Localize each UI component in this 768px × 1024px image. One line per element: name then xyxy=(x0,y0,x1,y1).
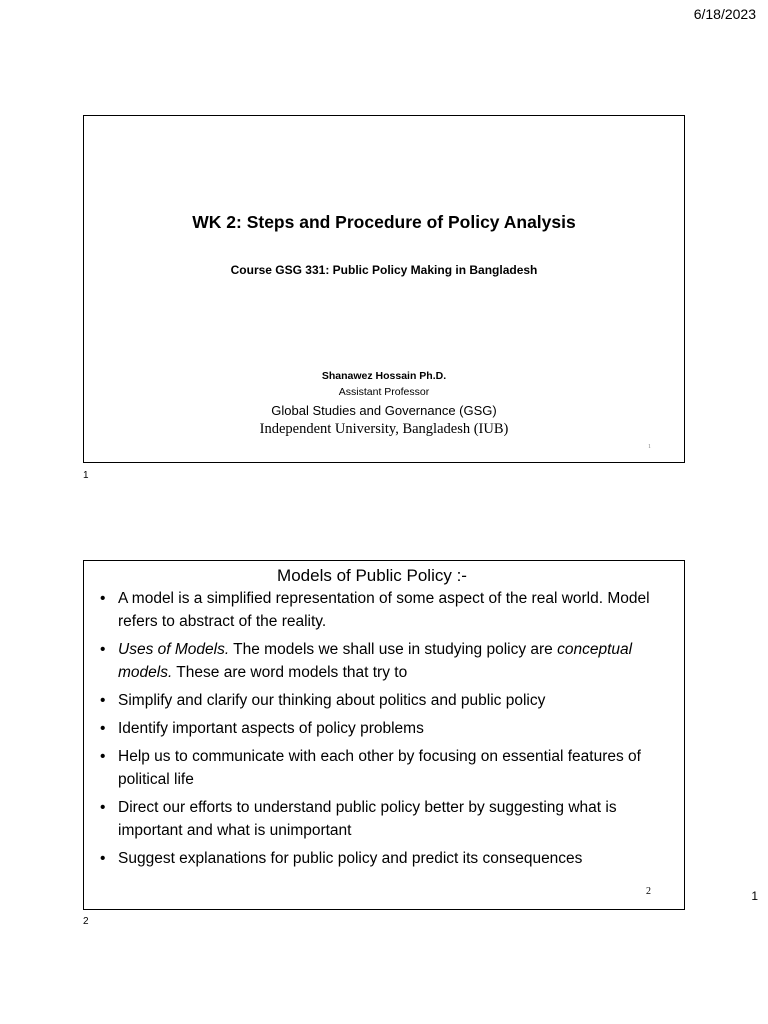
author-role: Assistant Professor xyxy=(338,386,430,398)
department: Global Studies and Governance (GSG) xyxy=(271,403,497,418)
author-name: Shanawez Hossain Ph.D. xyxy=(321,370,447,382)
bullet-icon: • xyxy=(100,641,106,658)
bullet-text: Suggest explanations for public policy and predict its consequences xyxy=(118,850,583,867)
bullet-text: Direct our efforts to understand public policy better by suggesting what is important and what is unimportant xyxy=(118,799,617,839)
list-item xyxy=(100,638,674,684)
bullet-italic-text: conceptual models. xyxy=(118,641,633,681)
bullet-icon: • xyxy=(100,799,106,816)
bullet-icon: • xyxy=(100,692,106,709)
bullet-text: Simplify and clarify our thinking about politics and public policy xyxy=(118,692,546,709)
bullet-italic-text: Uses of Models. xyxy=(118,641,230,658)
slide-heading-text: Models of Public Policy :- xyxy=(277,566,467,585)
list-item xyxy=(100,717,674,740)
university: Independent University, Bangladesh (IUB) xyxy=(259,421,509,437)
bullet-icon: • xyxy=(100,748,106,765)
list-item xyxy=(100,796,674,842)
list-item xyxy=(100,745,674,791)
bullet-text: These are word models that try to xyxy=(172,664,408,681)
bullet-icon: • xyxy=(100,850,106,867)
slide-title: WK 2: Steps and Procedure of Policy Analysis xyxy=(192,212,576,232)
bullet-text: Help us to communicate with each other by focusing on essential features of political life xyxy=(118,748,641,788)
bullet-icon: • xyxy=(100,590,106,607)
bullet-text: The models we shall use in studying policy are xyxy=(229,641,558,658)
slide-label-1: 1 xyxy=(83,470,89,481)
list-item xyxy=(100,587,674,633)
slide-label-2: 2 xyxy=(83,916,89,927)
bullet-text: A model is a simplified representation of some aspect of the real world. Model refers to abstract of the reality. xyxy=(118,590,650,630)
slide-1 xyxy=(83,115,685,463)
bullet-icon: • xyxy=(100,720,106,737)
course-subtitle: Course GSG 331: Public Policy Making in Bangladesh xyxy=(230,263,538,277)
slide-2 xyxy=(83,560,685,910)
slide-number: 2 xyxy=(646,886,651,897)
bullet-list xyxy=(100,587,674,875)
page-number: 1 xyxy=(751,889,758,903)
print-date: 6/18/2023 xyxy=(693,6,756,22)
slide-number: 1 xyxy=(648,444,651,450)
bullet-text: Identify important aspects of policy problems xyxy=(118,720,424,737)
list-item xyxy=(100,847,674,870)
list-item xyxy=(100,689,674,712)
slide-heading xyxy=(84,566,684,586)
